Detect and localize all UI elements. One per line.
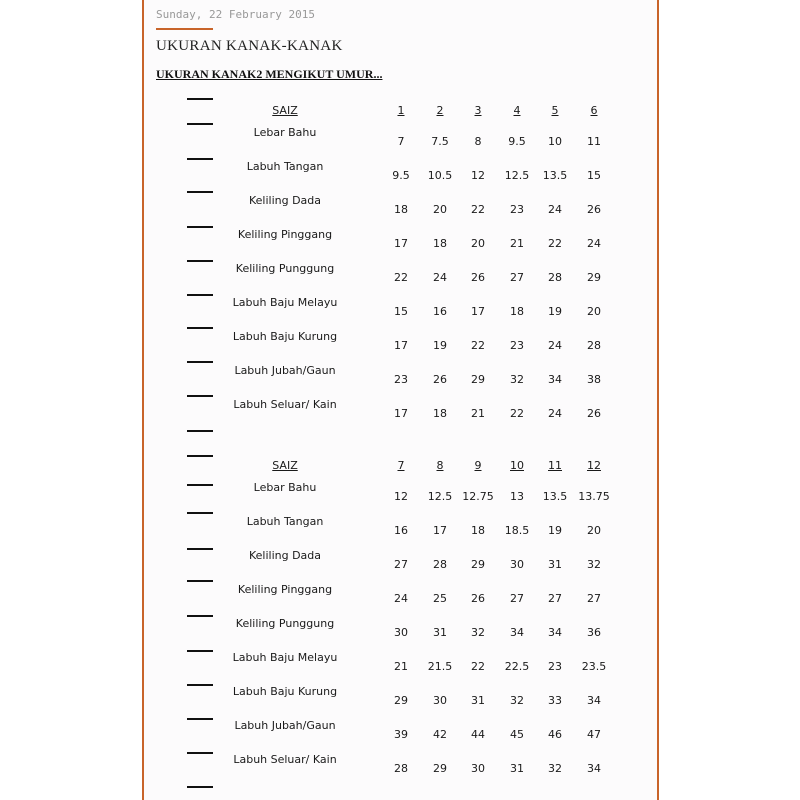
measurement-value: 28 [587, 339, 601, 352]
measurement-value: 22 [471, 660, 485, 673]
row-label: Labuh Baju Kurung [232, 685, 338, 698]
measurement-value: 25 [433, 592, 447, 605]
row-label: Labuh Jubah/Gaun [234, 719, 336, 732]
row-label: Labuh Seluar/ Kain [233, 398, 337, 411]
measurement-value: 20 [433, 203, 447, 216]
measurement-value: 31 [433, 626, 447, 639]
measurement-value: 27 [394, 558, 408, 571]
size-header-6: 6 [590, 104, 598, 117]
measurement-value: 21 [471, 407, 485, 420]
row-label: Lebar Bahu [253, 126, 317, 139]
measurement-value: 22.5 [504, 660, 530, 673]
size-header-2: 2 [436, 104, 444, 117]
measurement-value: 22 [471, 339, 485, 352]
measurement-value: 45 [510, 728, 524, 741]
measurement-value: 22 [394, 271, 408, 284]
size-header-8: 8 [436, 459, 444, 472]
measurement-value: 12.5 [427, 490, 453, 503]
dash-marker [187, 327, 213, 329]
measurement-value: 24 [587, 237, 601, 250]
measurement-value: 22 [471, 203, 485, 216]
measurement-value: 32 [548, 762, 562, 775]
size-header-4: 4 [513, 104, 521, 117]
measurement-value: 20 [587, 305, 601, 318]
dash-marker [187, 512, 213, 514]
dash-marker [187, 123, 213, 125]
measurement-value: 27 [548, 592, 562, 605]
size-header-3: 3 [474, 104, 482, 117]
dash-marker [187, 430, 213, 432]
measurement-value: 20 [471, 237, 485, 250]
measurement-value: 9.5 [508, 135, 526, 148]
dash-marker [187, 548, 213, 550]
row-label: Keliling Dada [248, 549, 322, 562]
dash-marker [187, 260, 213, 262]
measurement-value: 32 [587, 558, 601, 571]
saiz-header: SAIZ [272, 459, 298, 472]
dash-marker [187, 158, 213, 160]
row-label: Labuh Tangan [246, 160, 324, 173]
measurement-value: 19 [548, 524, 562, 537]
date-underline [156, 28, 213, 30]
saiz-header: SAIZ [272, 104, 298, 117]
row-label: Labuh Baju Kurung [232, 330, 338, 343]
dash-marker [187, 718, 213, 720]
dash-marker [187, 361, 213, 363]
row-label: Labuh Baju Melayu [232, 296, 338, 309]
size-header-12: 12 [587, 459, 601, 472]
size-header-5: 5 [551, 104, 559, 117]
measurement-value: 21.5 [427, 660, 453, 673]
measurement-value: 26 [587, 407, 601, 420]
measurement-value: 30 [471, 762, 485, 775]
measurement-value: 32 [510, 694, 524, 707]
post-subtitle: UKURAN KANAK2 MENGIKUT UMUR... [156, 67, 383, 81]
measurement-value: 27 [510, 271, 524, 284]
measurement-value: 18 [510, 305, 524, 318]
dash-marker [187, 294, 213, 296]
dash-marker [187, 455, 213, 457]
measurement-value: 28 [394, 762, 408, 775]
measurement-value: 26 [433, 373, 447, 386]
measurement-value: 22 [510, 407, 524, 420]
measurement-value: 13.75 [578, 490, 610, 503]
dash-marker [187, 98, 213, 100]
dash-marker [187, 752, 213, 754]
measurement-value: 36 [587, 626, 601, 639]
measurement-value: 17 [394, 339, 408, 352]
blog-post [144, 0, 657, 800]
measurement-value: 30 [394, 626, 408, 639]
measurement-value: 19 [548, 305, 562, 318]
measurement-value: 29 [587, 271, 601, 284]
measurement-value: 12.5 [504, 169, 530, 182]
measurement-value: 26 [587, 203, 601, 216]
measurement-value: 23.5 [581, 660, 607, 673]
measurement-value: 13 [510, 490, 524, 503]
measurement-value: 18 [471, 524, 485, 537]
measurement-value: 24 [394, 592, 408, 605]
measurement-value: 12.75 [462, 490, 494, 503]
measurement-value: 18 [394, 203, 408, 216]
measurement-value: 34 [548, 626, 562, 639]
measurement-value: 23 [548, 660, 562, 673]
measurement-value: 26 [471, 271, 485, 284]
measurement-value: 27 [587, 592, 601, 605]
measurement-value: 38 [587, 373, 601, 386]
row-label: Keliling Punggung [235, 617, 335, 630]
row-label: Labuh Baju Melayu [232, 651, 338, 664]
measurement-value: 31 [471, 694, 485, 707]
row-label: Keliling Punggung [235, 262, 335, 275]
measurement-value: 29 [394, 694, 408, 707]
size-header-10: 10 [510, 459, 524, 472]
measurement-value: 22 [548, 237, 562, 250]
measurement-value: 16 [394, 524, 408, 537]
measurement-value: 12 [394, 490, 408, 503]
measurement-value: 29 [471, 373, 485, 386]
measurement-value: 28 [433, 558, 447, 571]
measurement-value: 13.5 [542, 169, 568, 182]
measurement-value: 17 [394, 237, 408, 250]
measurement-value: 10.5 [427, 169, 453, 182]
measurement-value: 24 [548, 339, 562, 352]
measurement-value: 24 [548, 407, 562, 420]
measurement-value: 15 [587, 169, 601, 182]
measurement-value: 21 [510, 237, 524, 250]
measurement-value: 26 [471, 592, 485, 605]
measurement-value: 47 [587, 728, 601, 741]
measurement-value: 18 [433, 407, 447, 420]
measurement-value: 32 [471, 626, 485, 639]
measurement-value: 23 [510, 339, 524, 352]
measurement-value: 20 [587, 524, 601, 537]
measurement-value: 34 [587, 694, 601, 707]
measurement-value: 27 [510, 592, 524, 605]
size-header-9: 9 [474, 459, 482, 472]
measurement-value: 44 [471, 728, 485, 741]
measurement-value: 18 [433, 237, 447, 250]
size-header-11: 11 [548, 459, 562, 472]
measurement-value: 46 [548, 728, 562, 741]
measurement-value: 17 [433, 524, 447, 537]
row-label: Lebar Bahu [253, 481, 317, 494]
measurement-value: 15 [394, 305, 408, 318]
measurement-value: 31 [510, 762, 524, 775]
row-label: Labuh Jubah/Gaun [234, 364, 336, 377]
measurement-value: 24 [548, 203, 562, 216]
row-label: Labuh Seluar/ Kain [233, 753, 337, 766]
row-label: Keliling Pinggang [237, 583, 333, 596]
dash-marker [187, 580, 213, 582]
measurement-value: 11 [587, 135, 601, 148]
dash-marker [187, 226, 213, 228]
measurement-value: 13.5 [542, 490, 568, 503]
measurement-value: 29 [433, 762, 447, 775]
measurement-value: 17 [471, 305, 485, 318]
measurement-value: 33 [548, 694, 562, 707]
measurement-value: 23 [510, 203, 524, 216]
measurement-value: 24 [433, 271, 447, 284]
dash-marker [187, 650, 213, 652]
measurement-value: 29 [471, 558, 485, 571]
dash-marker [187, 684, 213, 686]
dash-marker [187, 484, 213, 486]
size-header-1: 1 [397, 104, 405, 117]
measurement-value: 28 [548, 271, 562, 284]
page-margin-left [0, 0, 142, 800]
measurement-value: 42 [433, 728, 447, 741]
measurement-value: 21 [394, 660, 408, 673]
measurement-value: 12 [471, 169, 485, 182]
dash-marker [187, 786, 213, 788]
measurement-value: 7 [397, 135, 405, 148]
measurement-value: 17 [394, 407, 408, 420]
dash-marker [187, 615, 213, 617]
post-date: Sunday, 22 February 2015 [156, 8, 315, 21]
post-title[interactable]: UKURAN KANAK-KANAK [156, 38, 343, 54]
measurement-value: 10 [548, 135, 562, 148]
measurement-value: 34 [548, 373, 562, 386]
measurement-value: 32 [510, 373, 524, 386]
measurement-value: 34 [587, 762, 601, 775]
measurement-value: 16 [433, 305, 447, 318]
dash-marker [187, 191, 213, 193]
row-label: Labuh Tangan [246, 515, 324, 528]
row-label: Keliling Pinggang [237, 228, 333, 241]
measurement-value: 7.5 [431, 135, 449, 148]
size-header-7: 7 [397, 459, 405, 472]
measurement-value: 23 [394, 373, 408, 386]
measurement-value: 30 [510, 558, 524, 571]
dash-marker [187, 395, 213, 397]
measurement-value: 19 [433, 339, 447, 352]
measurement-value: 34 [510, 626, 524, 639]
content-border-right [657, 0, 659, 800]
measurement-value: 9.5 [392, 169, 410, 182]
measurement-value: 18.5 [504, 524, 530, 537]
measurement-value: 8 [474, 135, 482, 148]
measurement-value: 30 [433, 694, 447, 707]
measurement-value: 39 [394, 728, 408, 741]
measurement-value: 31 [548, 558, 562, 571]
row-label: Keliling Dada [248, 194, 322, 207]
